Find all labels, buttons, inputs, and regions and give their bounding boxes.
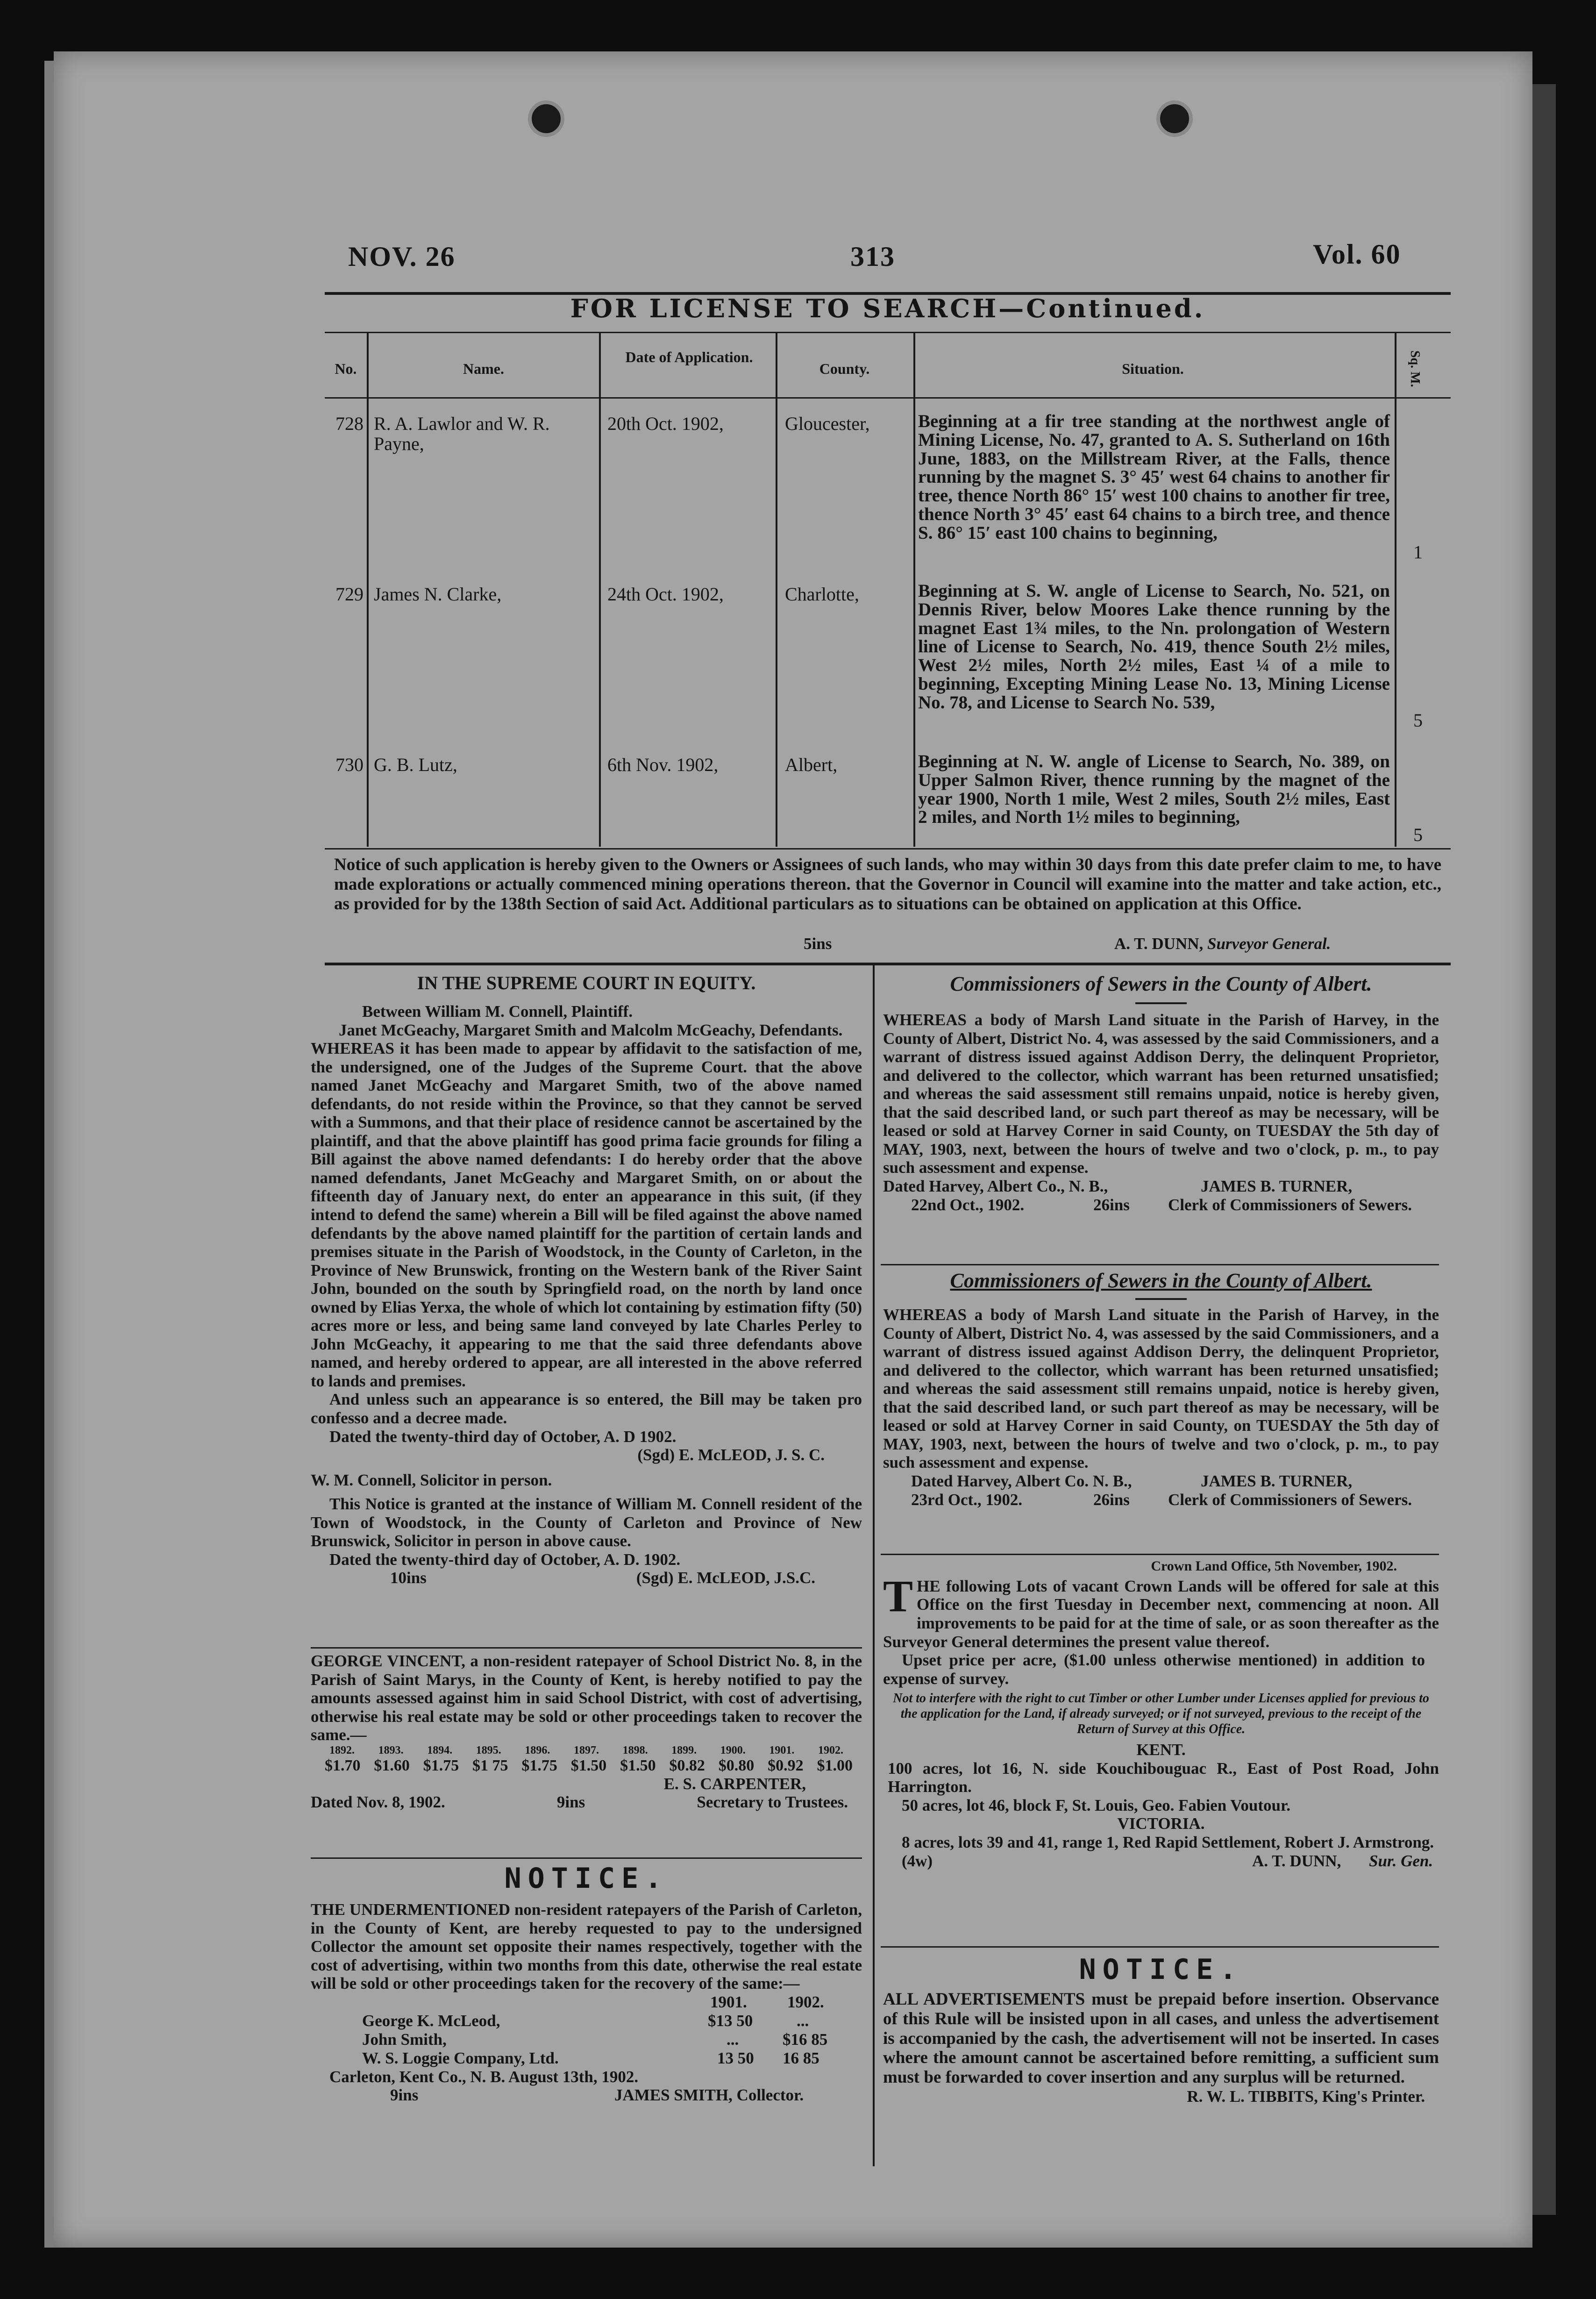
punch-hole-left [528,100,564,137]
sewers-1-date: 22nd Oct., 1902. [911,1195,1025,1214]
equity-signature-2: (Sgd) E. McLEOD, J.S.C. [636,1569,815,1587]
row-730-name: G. B. Lutz, [374,754,457,775]
notice-carleton-row [311,2049,862,2068]
vincent-year: 1902. [818,1744,843,1756]
vincent-year: 1897. [573,1744,599,1756]
crown-body-block [883,1571,1439,1651]
notice-carleton-row [311,2030,862,2049]
vincent-notice [311,1652,862,1812]
crown-kent-lot-2: 50 acres, lot 46, block F, St. Louis, Geo. Fabien Voutour. [902,1796,1291,1814]
vincent-year: 1896. [525,1744,550,1756]
col-no-header: No. [335,360,357,377]
page-number: 313 [850,241,895,272]
vincent-dated: Dated Nov. 8, 1902. [311,1793,445,1812]
notice-carleton-signer: JAMES SMITH, Collector. [614,2086,804,2105]
col-name-header: Name. [463,360,504,377]
ratepayer-name: W. S. Loggie Company, Ltd. [362,2049,559,2067]
vincent-amount: $0.80 [718,1756,755,1774]
notice-carleton [311,1862,862,2105]
notice-carleton-body: THE UNDERMENTIONED non-resident ratepayers of the Parish of Carleton, in the County of Kent, are hereby requested to pay to the undersigned Collector the amount set opposite their names respectively, together with the cost of advertising, within two months from this date, otherwise the real estate will be sold or other proceedings taken for the recovery of the same:— [311,1900,862,1993]
crown-dropcap: T [883,1571,913,1621]
col-divider-1 [367,333,369,847]
sewers-1-signer: JAMES B. TURNER, [1201,1177,1353,1195]
notice-carleton-footer [311,2086,862,2105]
sewers-2-title: Commissioners of Sewers in the County of Albert. [950,1269,1372,1292]
equity-dated-2: Dated the twenty-third day of October, A. D. 1902. [329,1550,681,1569]
table-title: FOR LICENSE TO SEARCH—Continued. [570,293,1205,323]
col-county-header: County. [819,360,870,377]
col-sqm-header: Sq. M. [1408,350,1422,387]
row-730-situation: Beginning at N. W. angle of License to Search, No. 389, on Upper Salmon River, thence running by the magnet of the year 1900, North 1 mile, West 2 miles, South 2½ miles, East 2 miles, and North 1½ miles to beginning, [918,751,1390,828]
notice-carleton-year-1: 1901. [710,1992,747,2011]
crown-rule [881,1946,1439,1948]
sewers-1-signer-title: Clerk of Commissioners of Sewers. [1168,1195,1412,1214]
sewers-1-dated-place: Dated Harvey, Albert Co., N. B., [883,1177,1108,1195]
table-notice: Notice of such application is hereby given to the Owners or Assignees of such lands, who may within 30 days from this date prefer claim to me, to have made explorations or actually commenced mining operations thereon. that the Governor in Council will examine into the matter and take action, etc., as provided for by the 138th Section of said Act. Additional particulars as to situations can be obtained on application at this Office. [334,855,1441,914]
col-situation-header: Situation. [1122,360,1184,377]
table-title-rule [325,332,1451,333]
row-728-county: Gloucester, [785,413,870,434]
row-729-county: Charlotte, [785,584,859,605]
sewers-2-footer [883,1491,1439,1509]
equity-title: IN THE SUPREME COURT IN EQUITY. [417,972,756,993]
notice-carleton-year-2: 1902. [787,1992,824,2011]
vincent-amount: $1.60 [374,1756,410,1774]
vincent-amount: $1.75 [521,1756,557,1774]
ratepayer-name: John Smith, [362,2030,447,2049]
row-730-no: 730 [335,754,363,775]
advertisement-notice-title: NOTICE. [1079,1953,1243,1986]
equity-solicitor: W. M. Connell, Solicitor in person. [311,1471,552,1489]
section-rule [325,963,1451,965]
equity-parties-1: Between William M. Connell, Plaintiff. [362,1002,633,1021]
vincent-amount: $0.82 [669,1756,705,1774]
vincent-year: 1892. [329,1744,355,1756]
vincent-amounts-row [311,1757,862,1775]
ratepayer-amount-1902: 16 85 [783,2049,819,2067]
crown-land-notice [883,1558,1439,1871]
ratepayer-amount-1902: ... [797,2011,809,2030]
advertisement-notice [883,1953,1439,2106]
punch-hole-right [1156,100,1193,137]
col-date-header: Date of Application. [625,349,753,365]
equity-body: WHEREAS it has been made to appear by affidavit to the satisfaction of me, the undersigned, one of the Judges of the Supreme Court. that the above named Janet McGeachy and Margaret Smith, two of the above named defendants, do not reside within the Province, so that they cannot be served with a Summons, and that their place of residence cannot be ascertained by the plaintiff, and that the above plaintiff has good prima facie grounds for filing a Bill against the above named defendants: I do hereby order that the above named defendants, Janet McGeachy and Margaret Smith, on or about the fifteenth day of January next, do enter an appearance in this suit, (if they intend to defend the same) wherein a Bill will be filed against the above named defendants by the above named plaintiff for the partition of certain lands and premises situate in the Parish of Woodstock, in the County of Carleton, in the Province of New Brunswick, fronting on the Western bank of the River Saint John, bounded on the south by Springfield road, on the north by land once owned by Elias Yerxa, the whole of which lot containing by estimation fifty (50) acres more or less, and being same land conveyed by late Charles Perley to John McGeachy, it appearing to me that the said three defendants above named, and hereby ordered to appear, are all interested in the above referred to lands and premises. [311,1039,862,1390]
crown-upset: Upset price per acre, ($1.00 unless otherwise mentioned) in addition to expense of survey. [883,1651,1425,1688]
row-730-county: Albert, [785,754,838,775]
equity-body-3: This Notice is granted at the instance of William M. Connell resident of the Town of Woodstock, in the County of Carleton and Province of New Brunswick, Solicitor in person in above cause. [311,1495,862,1550]
vincent-amount: $0.92 [768,1756,804,1774]
row-728-name: R. A. Lawlor and W. R. Payne, [374,413,550,455]
sewers-2-date: 23rd Oct., 1902. [911,1490,1023,1509]
ratepayer-amount-1901: ... [727,2030,739,2049]
crown-ins: (4w) [902,1851,933,1870]
row-729-name: James N. Clarke, [374,584,502,605]
sewers-1-ins: 26ins [1093,1195,1130,1214]
vincent-ins: 9ins [556,1793,585,1812]
sewers-1-body: WHEREAS a body of Marsh Land situate in the Parish of Harvey, in the County of Albert, District No. 4, was assessed by the said Commissioners, and a warrant of distress issued against Addison Derry, the delinquent Proprietor, and delivered to the collector, which warrant has been returned unsatisfied; and whereas the said assessment still remains unpaid, notice is hereby given, that the said described land, or such part thereof as may be necessary, will be leased or sold at Harvey Corner in said County, on TUESDAY the 5th day of MAY, 1903, next, between the hours of twelve and two o'clock, p. m., to pay such assessment and expense. [883,1011,1439,1177]
notice-carleton-place: Carleton, Kent Co., N. B. August 13th, 1902. [329,2067,639,2086]
vincent-year: 1895. [476,1744,501,1756]
advertisement-notice-body: ALL ADVERTISEMENTS must be prepaid before insertion. Observance of this Rule will be insisted upon in all cases, and unless the advertisement is accompanied by the cash, the advertisement will not be inserted. In cases where the amount cannot be ascertained before remitting, a sufficient sum must be forwarded to cover insertion and any surplus will be returned. [883,1990,1439,2087]
table-signature-name: A. T. DUNN, [1114,935,1204,953]
sewers-1-footer [883,1196,1439,1214]
sewers-notice-2 [883,1269,1439,1509]
ratepayer-amount-1901: 13 50 [717,2049,754,2067]
ratepayer-amount-1902: $16 85 [783,2030,828,2049]
vincent-year: 1893. [378,1744,404,1756]
notice-carleton-row [311,2012,862,2030]
crown-footer [883,1852,1439,1871]
sewers-2-title-rule [1135,1298,1187,1300]
issue-date: NOV. 26 [348,241,456,272]
vincent-body: GEORGE VINCENT, a non-resident ratepayer of School District No. 8, in the Parish of Saint Marys, in the County of Kent, is hereby notified to pay the amounts assessed against him in said School District, with cost of advertising, otherwise his real estate may be sold or other proceedings taken to recover the same.— [311,1652,862,1744]
equity-body-2: And unless such an appearance is so entered, the Bill may be taken pro confesso and a decree made. [311,1390,862,1428]
row-728-sqm: 1 [1413,542,1423,563]
table-bottom-rule [325,848,1451,850]
equity-footer [311,1569,862,1587]
row-729-sqm: 5 [1413,710,1423,731]
crown-warning: Not to interfere with the right to cut Timber or other Lumber under Licenses applied for previous to the application for the Land, if already surveyed; or if not surveyed, previous to the receipt of the Return of Survey at this Office. [893,1691,1429,1737]
sewers-2-dated-place: Dated Harvey, Albert Co. N. B., [911,1471,1132,1490]
vincent-footer [311,1793,862,1812]
sewers-2-signer: JAMES B. TURNER, [1201,1471,1353,1490]
vincent-years-row [311,1744,862,1757]
row-729-no: 729 [335,584,363,605]
row-728-situation: Beginning at a fir tree standing at the northwest angle of Mining License, No. 47, granted to A. S. Sutherland on 16th June, 1883, on the Millstream River, at the Falls, thence running by the magnet S. 3° 45′ west 64 chains to another fir tree, thence North 86° 15′ west 100 chains to another fir tree, thence North 3° 45′ east 64 chains to a birch tree, and thence S. 86° 15′ east 100 chains to beginning, [918,411,1390,543]
table-signature-title: Surveyor General. [1207,935,1331,953]
crown-signer: A. T. DUNN, [1252,1851,1341,1870]
equity-dated-1: Dated the twenty-third day of October, A. D 1902. [329,1427,677,1446]
vincent-year: 1901. [769,1744,795,1756]
row-728-date: 20th Oct. 1902, [607,413,724,434]
ratepayer-amount-1901: $13 50 [708,2011,753,2030]
sewers-1-dated [883,1177,1439,1196]
sewers-1-title-rule [1135,1002,1187,1004]
sewers-2-body: WHEREAS a body of Marsh Land situate in the Parish of Harvey, in the County of Albert, District No. 4, was assessed by the said Commissioners, and a warrant of distress issued against Addison Derry, the delinquent Proprietor, and delivered to the collector, which warrant has been returned unsatisfied; and whereas the said assessment still remains unpaid, notice is hereby given, that the said described land, or such part thereof as may be necessary, will be leased or sold at Harvey Corner in said County, on TUESDAY the 5th day of MAY, 1903, next, between the hours of twelve and two o'clock, p. m., to pay such assessment and expense. [883,1306,1439,1472]
vincent-year: 1899. [671,1744,697,1756]
table-signature [1114,935,1331,953]
column-divider [873,965,875,2166]
crown-office-line: Crown Land Office, 5th November, 1902. [1151,1558,1397,1574]
equity-rule [311,1647,862,1649]
vincent-rule [311,1857,862,1859]
vincent-amount: $1.50 [570,1756,607,1774]
equity-signature-1: (Sgd) E. McLEOD, J. S. C. [637,1446,825,1464]
vincent-signer-title: Secretary to Trustees. [697,1793,848,1812]
equity-parties-2: Janet McGeachy, Margaret Smith and Malcolm McGeachy, Defendants. [339,1021,843,1039]
sewers-2-ins: 26ins [1093,1490,1130,1509]
vincent-amount: $1.50 [620,1756,656,1774]
sewers-2-dated [883,1472,1439,1491]
sewers-1-rule [881,1264,1439,1265]
crown-body: HE following Lots of vacant Crown Lands will be offered for sale at this Office on the first Tuesday in December next, commencing at noon. All improvements to be paid for at the time of sale, or as soon thereafter as the Surveyor General determines the present value thereof. [883,1577,1439,1651]
table-notice-ins: 5ins [804,935,832,953]
col-divider-2 [599,333,601,847]
sewers-notice-1 [883,972,1439,1214]
row-728-no: 728 [335,413,363,434]
crown-kent-heading: KENT. [1136,1741,1186,1759]
col-divider-4 [913,333,915,847]
table-header-rule [325,397,1451,399]
volume-number: Vol. 60 [1313,239,1401,270]
vincent-year: 1900. [720,1744,746,1756]
ratepayer-name: George K. McLeod, [362,2011,500,2030]
col-divider-3 [776,333,777,847]
crown-kent-lot-1: 100 acres, lot 16, N. side Kouchibouguac R., East of Post Road, John Harrington. [888,1759,1439,1796]
col-divider-5 [1395,333,1396,847]
vincent-year: 1898. [622,1744,648,1756]
sewers-1-title: Commissioners of Sewers in the County of Albert. [950,972,1372,995]
row-730-sqm: 5 [1413,824,1423,845]
vincent-amount: $1.75 [423,1756,459,1774]
notice-carleton-title: NOTICE. [504,1862,669,1895]
vincent-amount: $1 75 [472,1756,508,1774]
crown-victoria-heading: VICTORIA. [1117,1814,1205,1833]
row-730-date: 6th Nov. 1902, [607,754,719,775]
equity-notice [311,972,862,1587]
sewers-2-signer-title: Clerk of Commissioners of Sewers. [1168,1490,1412,1509]
row-729-date: 24th Oct. 1902, [607,584,724,605]
vincent-signer: E. S. CARPENTER, [663,1774,806,1793]
vincent-year: 1894. [427,1744,453,1756]
sewers-2-rule [881,1554,1439,1555]
vincent-amount: $1.70 [325,1756,361,1774]
crown-victoria-lot: 8 acres, lots 39 and 41, range 1, Red Rapid Settlement, Robert J. Armstrong. [902,1833,1434,1851]
notice-carleton-ins: 9ins [390,2086,419,2105]
crown-signer-title: Sur. Gen. [1369,1851,1433,1870]
vincent-amount: $1.00 [817,1756,853,1774]
row-729-situation: Beginning at S. W. angle of License to Search, No. 521, on Dennis River, below Moores Lake thence running by the magnet East 1¾ miles, to the Nn. prolongation of Western line of License to Search, No. 419, thence South 2½ miles, West 2½ miles, North 2½ miles, East ¼ of a mile to beginning, Excepting Mining Lease No. 13, Mining License No. 78, and License to Search No. 539, [918,581,1390,713]
notice-carleton-years [311,1993,862,2012]
advertisement-notice-signer: R. W. L. TIBBITS, King's Printer. [1187,2087,1425,2106]
equity-ins: 10ins [390,1569,427,1587]
